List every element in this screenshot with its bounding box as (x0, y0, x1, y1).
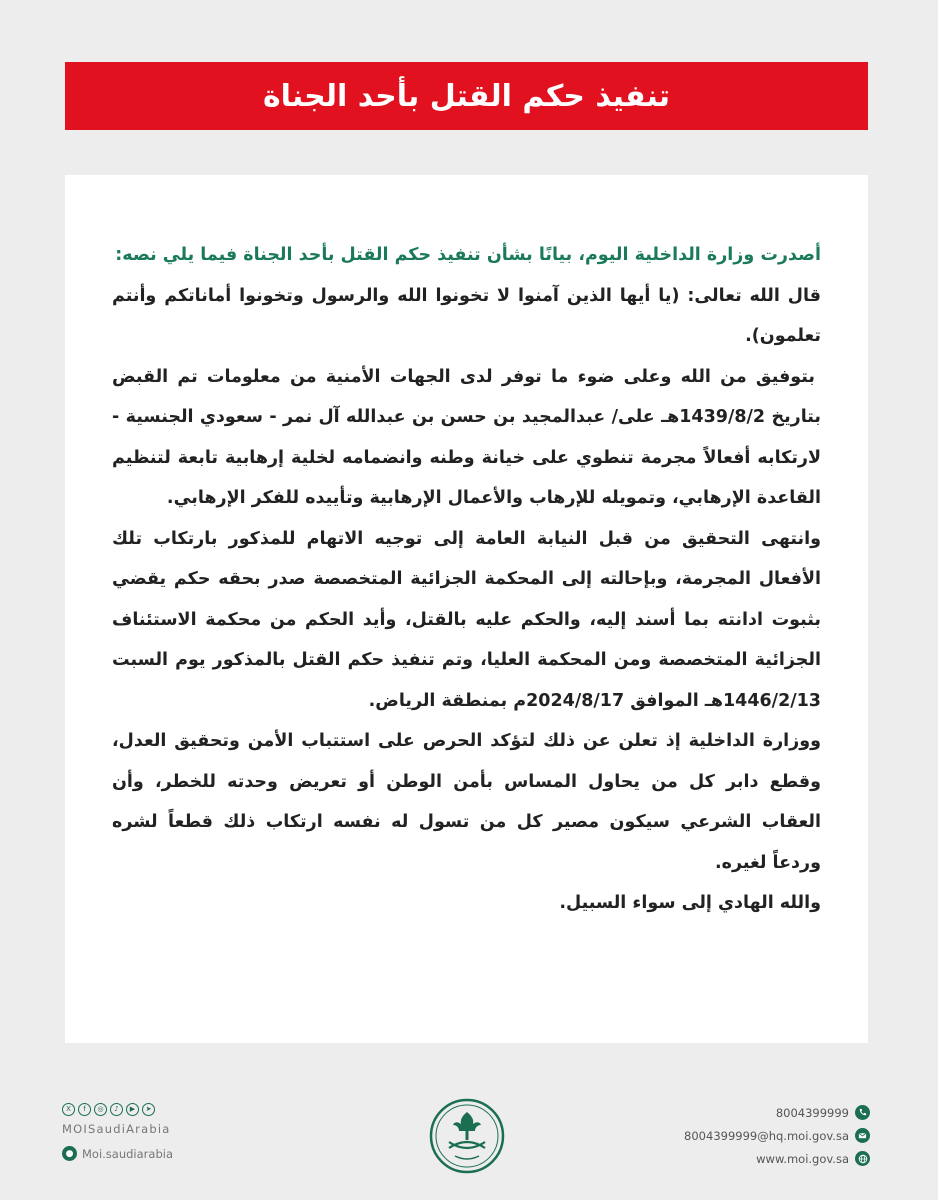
title-banner (65, 62, 868, 130)
social-handle[interactable]: MOISaudiArabia (62, 1122, 171, 1136)
intro-paragraph: أصدرت وزارة الداخلية اليوم، بيانًا بشأن تنفيذ حكم القتل بأحد الجناة فيما يلي نصه: (115, 245, 821, 265)
ministry-emblem-icon (429, 1098, 505, 1174)
closing-paragraph: والله الهادي إلى سواء السبيل. (559, 893, 821, 913)
globe-icon (855, 1151, 870, 1166)
page-title: تنفيذ حكم القتل بأحد الجناة (262, 78, 671, 114)
telegram-icon[interactable]: ➤ (142, 1103, 155, 1116)
snapchat-handle: Moi.saudiarabia (82, 1146, 173, 1161)
quran-verse-paragraph: قال الله تعالى: (يا أيها الذين آمنوا لا تخونوا الله والرسول وتخونوا أماناتكم وأنتم تعلمون). (112, 285, 821, 346)
statement-card (65, 175, 868, 1043)
social-links (62, 1103, 242, 1161)
phone-icon (855, 1105, 870, 1120)
facebook-icon[interactable]: f (78, 1103, 91, 1116)
tiktok-icon[interactable]: ♪ (110, 1103, 123, 1116)
snapchat-row[interactable] (62, 1146, 242, 1161)
website-url: www.moi.gov.sa (756, 1151, 849, 1166)
youtube-icon[interactable]: ▶ (126, 1103, 139, 1116)
email-address: 8004399999@hq.moi.gov.sa (684, 1128, 849, 1143)
phone-number: 8004399999 (775, 1105, 849, 1120)
social-icons-row (62, 1103, 242, 1116)
trial-paragraph: وانتهى التحقيق من قبل النيابة العامة إلى توجيه الاتهام للمذكور بارتكاب تلك الأفعال المجرمة، وبإحالته إلى المحكمة الجزائية المتخصصة صدر بحقه حكم يقضي بثبوت ادانته بما أسند إليه، والحكم عليه بالقتل، وأيد الحكم من محكمة الاستئناف الجزائية المتخصصة ومن المحكمة العليا، وتم تنفيذ حكم القتل بالمذكور يوم السبت 1446/2/13هـ الموافق 2024/8/17م بمنطقة الرياض. (112, 528, 821, 711)
instagram-icon[interactable]: ◎ (94, 1103, 107, 1116)
arrest-paragraph: بتوفيق من الله وعلى ضوء ما توفر لدى الجهات الأمنية من معلومات تم القبض بتاريخ 1439/8/2هـ على/ عبدالمجيد بن حسن بن عبدالله آل نمر - سعودي الجنسية - لارتكابه أفعالاً مجرمة تنطوي على خيانة وطنه وانضمامه لخلية إرهابية تابعة لتنظيم القاعدة الإرهابي، وتمويله للإرهاب والأعمال الإرهابية وتأييده للفكر الإرهابي. (112, 366, 822, 508)
contact-info (650, 1102, 870, 1171)
email-row[interactable] (650, 1125, 870, 1146)
snapchat-icon: ● (62, 1146, 77, 1161)
phone-row[interactable] (650, 1102, 870, 1123)
x-twitter-icon[interactable]: X (62, 1103, 75, 1116)
email-icon (855, 1128, 870, 1143)
website-row[interactable] (650, 1148, 870, 1169)
ministry-statement-paragraph: ووزارة الداخلية إذ تعلن عن ذلك لتؤكد الحرص على استتباب الأمن وتحقيق العدل، وقطع دابر كل من يحاول المساس بأمن الوطن أو تعريض وحدته للخطر، وأن العقاب الشرعي سيكون مصير كل من تسول له نفسه ارتكاب ذلك قطعاً لشره وردعاً لغيره. (112, 731, 821, 873)
statement-body (112, 235, 821, 924)
